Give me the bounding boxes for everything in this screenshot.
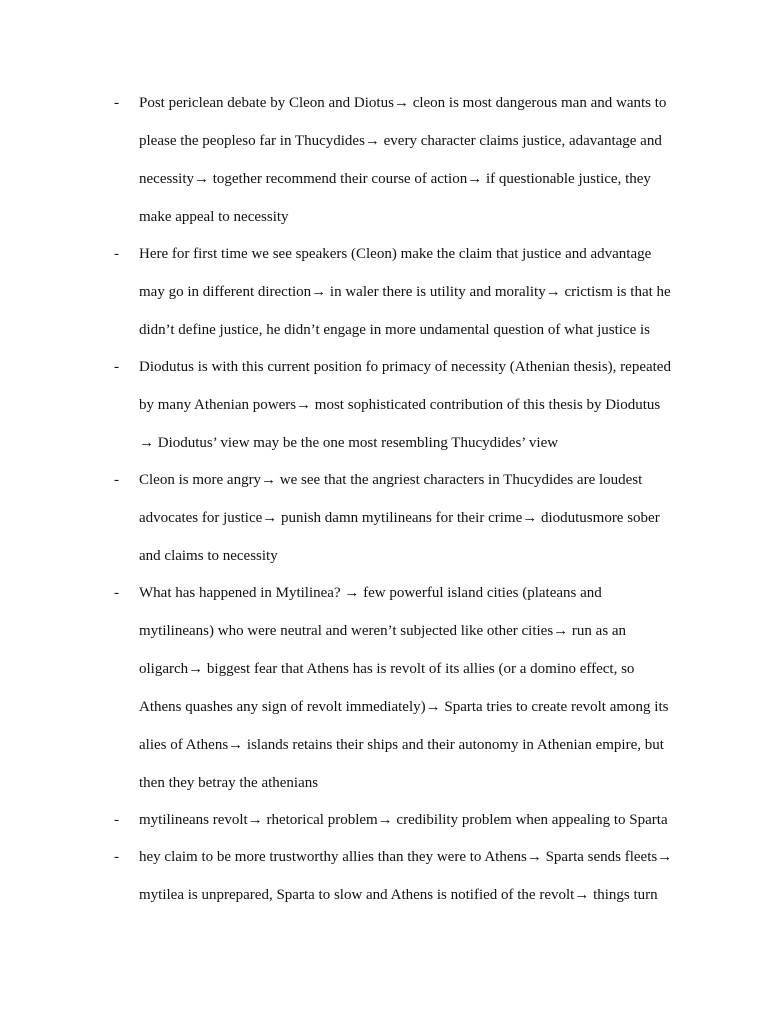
list-item — [0, 469, 784, 582]
text-line: didn’t define justice, he didn’t engage in more undamental question of what justice is — [139, 322, 650, 338]
text-line: then they betray the athenians — [139, 775, 319, 791]
text-line: mytilineans) who were neutral and weren’t subjected like other cities→ run as an — [139, 623, 627, 639]
list-item — [0, 356, 784, 469]
bullet-marker: - — [114, 849, 119, 865]
text-line: alies of Athens→ islands retains their ships and their autonomy in Athenian empire, but — [139, 737, 664, 753]
text-line: advocates for justice→ punish damn mytilineans for their crime→ diodutusmore sober — [139, 510, 660, 526]
text-line: please the peopleso far in Thucydides→ every character claims justice, adavantage and — [139, 133, 662, 149]
list-item-text — [139, 243, 699, 356]
notes-bullet-list — [0, 92, 784, 921]
bullet-marker: - — [114, 472, 119, 488]
text-line: necessity→ together recommend their course of action→ if questionable justice, they — [139, 171, 651, 187]
text-line: mytilea is unprepared, Sparta to slow and Athens is notified of the revolt→ things turn — [139, 887, 658, 903]
text-line: Post periclean debate by Cleon and Diotus→ cleon is most dangerous man and wants to — [139, 95, 667, 111]
text-line: mytilineans revolt→ rhetorical problem→ credibility problem when appealing to Sparta — [139, 812, 668, 828]
text-line: may go in different direction→ in waler there is utility and morality→ crictism is that he — [139, 284, 671, 300]
text-line: and claims to necessity — [139, 548, 278, 564]
bullet-marker: - — [114, 246, 119, 262]
bullet-marker: - — [114, 359, 119, 375]
list-item — [0, 809, 784, 846]
list-item — [0, 243, 784, 356]
text-line: → Diodutus’ view may be the one most resembling Thucydides’ view — [139, 435, 559, 451]
text-line: Cleon is more angry→ we see that the angriest characters in Thucydides are loudest — [139, 472, 643, 488]
list-item-text — [139, 356, 699, 469]
list-item-text — [139, 469, 699, 582]
text-line: hey claim to be more trustworthy allies than they were to Athens→ Sparta sends fleets→ — [139, 849, 673, 865]
bullet-marker: - — [114, 95, 119, 111]
list-item-text — [139, 809, 699, 846]
list-item-text — [139, 92, 699, 243]
list-item-text — [139, 582, 699, 809]
text-line: Diodutus is with this current position fo primacy of necessity (Athenian thesis), repeated — [139, 359, 671, 375]
text-line: oligarch→ biggest fear that Athens has is revolt of its allies (or a domino effect, so — [139, 661, 635, 677]
list-item — [0, 92, 784, 243]
text-line: Athens quashes any sign of revolt immediately)→ Sparta tries to create revolt among its — [139, 699, 669, 715]
bullet-marker: - — [114, 585, 119, 601]
list-item — [0, 582, 784, 809]
text-line: What has happened in Mytilinea? → few powerful island cities (plateans and — [139, 585, 602, 601]
list-item-text — [139, 846, 699, 921]
text-line: Here for first time we see speakers (Cleon) make the claim that justice and advantage — [139, 246, 652, 262]
bullet-marker: - — [114, 812, 119, 828]
list-item — [0, 846, 784, 921]
text-line: by many Athenian powers→ most sophisticated contribution of this thesis by Diodutus — [139, 397, 661, 413]
text-line: make appeal to necessity — [139, 209, 289, 225]
